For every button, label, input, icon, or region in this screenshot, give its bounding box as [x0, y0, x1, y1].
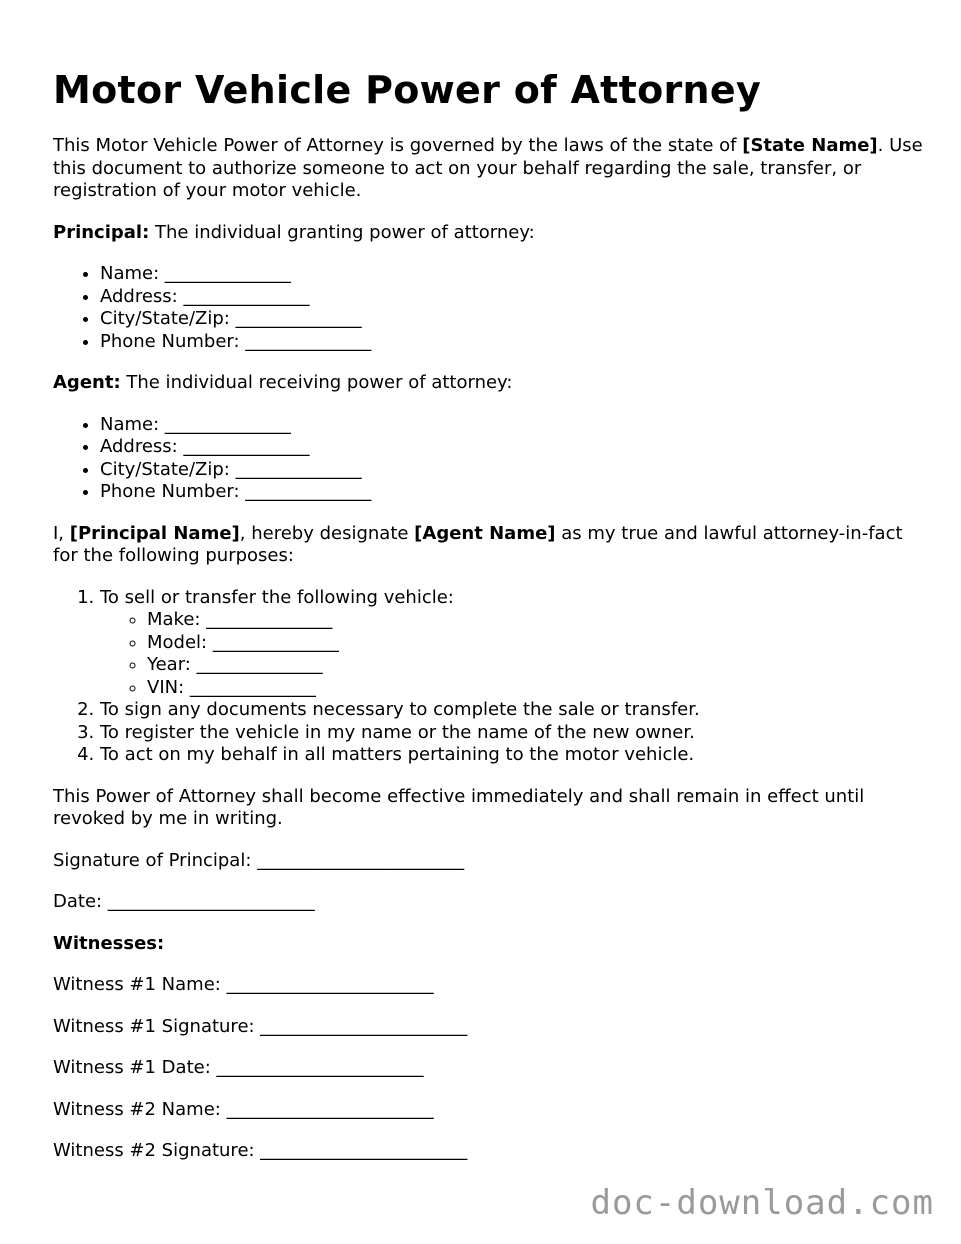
principal-fields-list	[53, 263, 923, 353]
designation-text-1: I,	[53, 522, 70, 544]
purpose-item-4: 4. To act on my behalf in all matters pertaining to the motor vehicle.	[100, 744, 923, 767]
state-name-placeholder: [State Name]	[742, 135, 878, 156]
intro-text-before: This Motor Vehicle Power of Attorney is governed by the laws of the state of	[53, 135, 743, 156]
designation-paragraph	[53, 523, 923, 568]
witness-1-signature-line: Witness #1 Signature: _______________________	[53, 1015, 468, 1037]
agent-name-field: • Name: ______________	[100, 414, 923, 437]
agent-section	[53, 372, 923, 395]
principal-section	[53, 222, 923, 245]
purpose-item-2: 2. To sign any documents necessary to complete the sale or transfer.	[100, 699, 923, 722]
purpose-item-1	[100, 587, 923, 700]
purpose-item-3: 3. To register the vehicle in my name or the name of the new owner.	[100, 722, 923, 745]
principal-address-field: • Address: ______________	[100, 286, 923, 309]
witness-2-signature-line: Witness #2 Signature: _______________________	[53, 1140, 468, 1161]
principal-name-field: • Name: ______________	[100, 263, 923, 286]
document-page	[53, 0, 923, 1163]
vehicle-vin-field: ◦ VIN: ______________	[147, 677, 923, 700]
agent-description: The individual receiving power of attorney:	[120, 372, 513, 393]
agent-heading: Agent:	[53, 372, 121, 393]
vehicle-fields-list	[100, 609, 923, 699]
agent-name-placeholder: [Agent Name]	[414, 522, 556, 544]
witness-2-name-line: Witness #2 Name: _______________________	[53, 1098, 434, 1120]
vehicle-make-field: ◦ Make: ______________	[147, 609, 923, 632]
agent-phone-field: • Phone Number: ______________	[100, 481, 923, 504]
agent-address-field: • Address: ______________	[100, 436, 923, 459]
principal-city-field: • City/State/Zip: ______________	[100, 308, 923, 331]
witness-1-date-line: Witness #1 Date: _______________________	[53, 1057, 424, 1078]
principal-phone-field: • Phone Number: ______________	[100, 331, 923, 354]
witnesses-heading	[53, 933, 923, 956]
designation-text-2: , hereby designate	[239, 522, 415, 544]
intro-text-after: . Use this document to authorize someone to act on your behalf regarding the sale, transfer, or registration of your motor vehicle.	[53, 135, 923, 201]
page-title: Motor Vehicle Power of Attorney	[53, 68, 762, 112]
watermark: doc-download.com	[590, 1183, 934, 1223]
principal-signature-line: Signature of Principal: _______________________	[53, 849, 465, 871]
agent-fields-list	[53, 414, 923, 504]
designation-text-3: as my true and lawful attorney-in-fact for the following purposes:	[53, 522, 903, 566]
principal-description: The individual granting power of attorney:	[149, 221, 535, 243]
date-line: Date: _______________________	[53, 891, 315, 912]
principal-heading: Principal:	[53, 221, 150, 243]
witnesses-heading-text: Witnesses:	[53, 932, 165, 954]
agent-city-field: • City/State/Zip: ______________	[100, 459, 923, 482]
vehicle-year-field: ◦ Year: ______________	[147, 654, 923, 677]
effective-paragraph: This Power of Attorney shall become effective immediately and shall remain in effect until revoked by me in writing.	[53, 785, 865, 829]
purpose-item-1-text: To sell or transfer the following vehicle:	[100, 586, 454, 608]
principal-name-placeholder: [Principal Name]	[69, 522, 240, 544]
intro-paragraph	[53, 135, 923, 203]
witness-1-name-line: Witness #1 Name: _______________________	[53, 974, 434, 995]
purposes-list	[53, 587, 923, 767]
vehicle-model-field: ◦ Model: ______________	[147, 632, 923, 655]
